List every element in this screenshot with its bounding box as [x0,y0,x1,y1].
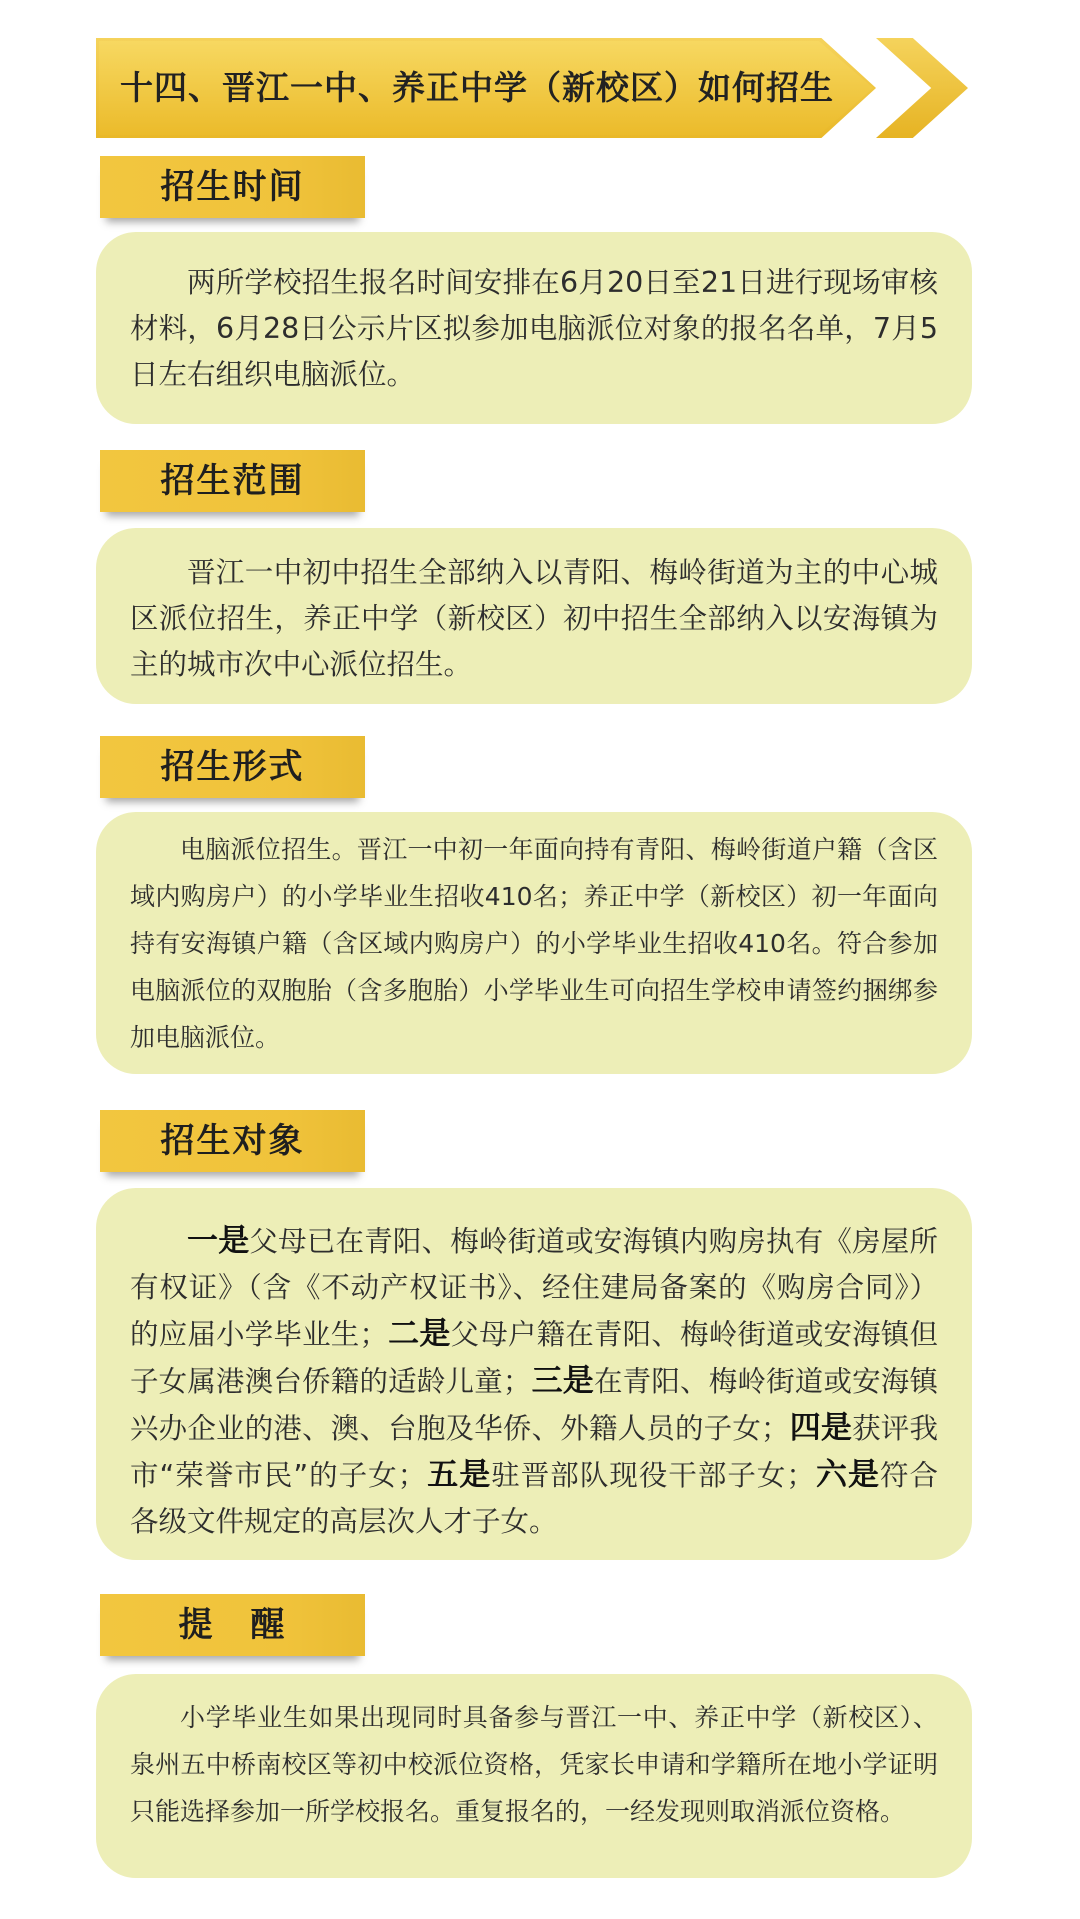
section-tab-scope [100,450,365,512]
section-box-reminder [96,1674,972,1878]
item-text: 在青阳、梅岭街道或安海镇兴办企业的港、澳、台胞及华侨、外籍人员的子女； [130,1365,938,1445]
item-text: 符合各级文件规定的高层次人才子女。 [130,1459,939,1538]
item-label: 五是 [426,1457,492,1493]
section-body: 两所学校招生报名时间安排在6月20日至21日进行现场审核材料，6月28日公示片区拟参加电脑派位对象的报名名单，7月5日左右组织电脑派位。 [130,266,938,391]
item-label: 四是 [789,1410,853,1446]
item-label: 三是 [531,1363,594,1399]
page-title: 十四、晋江一中、养正中学（新校区）如何招生 [120,68,834,107]
section-tab-time [100,156,365,218]
section-heading: 招生范围 [160,461,305,501]
section-tab-form [100,736,365,798]
section-box-target [96,1188,972,1560]
section-body: 电脑派位招生。晋江一中初一年面向持有青阳、梅岭街道户籍（含区域内购房户）的小学毕业生招收410名；养正中学（新校区）初一年面向持有安海镇户籍（含区域内购房户）的小学毕业生招收410名。符合参加电脑派位的双胞胎（含多胞胎）小学毕业生可向招生学校申请签约捆绑参加电脑派位。 [130,835,938,1052]
item-label: 六是 [814,1457,880,1493]
item-text: 父母户籍在青阳、梅岭街道或安海镇但子女属港澳台侨籍的适龄儿童； [130,1318,938,1398]
item-text: 驻晋部队现役干部子女； [491,1459,815,1492]
target-list [130,1218,938,1545]
title-banner [96,38,976,138]
section-heading: 招生时间 [160,167,305,207]
section-box-scope [96,528,972,704]
section-heading: 提 醒 [178,1605,287,1645]
section-tab-target [100,1110,365,1172]
section-tab-reminder [100,1594,365,1656]
section-box-time [96,232,972,424]
item-label: 一是 [187,1223,250,1259]
chevron-right-icon [876,38,968,138]
section-heading: 招生对象 [160,1121,305,1161]
item-label: 二是 [387,1316,451,1352]
item-text: 获评我市“荣誉市民”的子女； [130,1412,938,1492]
section-heading: 招生形式 [160,747,305,787]
section-box-form [96,812,972,1074]
section-body: 晋江一中初中招生全部纳入以青阳、梅岭街道为主的中心城区派位招生，养正中学（新校区）初中招生全部纳入以安海镇为主的城市次中心派位招生。 [130,556,938,681]
section-body: 小学毕业生如果出现同时具备参与晋江一中、养正中学（新校区）、泉州五中桥南校区等初中校派位资格，凭家长申请和学籍所在地小学证明只能选择参加一所学校报名。重复报名的，一经发现则取消派位资格。 [130,1703,938,1826]
item-text: 父母已在青阳、梅岭街道或安海镇内购房执有《房屋所有权证》（含《不动产权证书》、经住建局备案的《购房合同》）的应届小学毕业生； [130,1225,938,1351]
